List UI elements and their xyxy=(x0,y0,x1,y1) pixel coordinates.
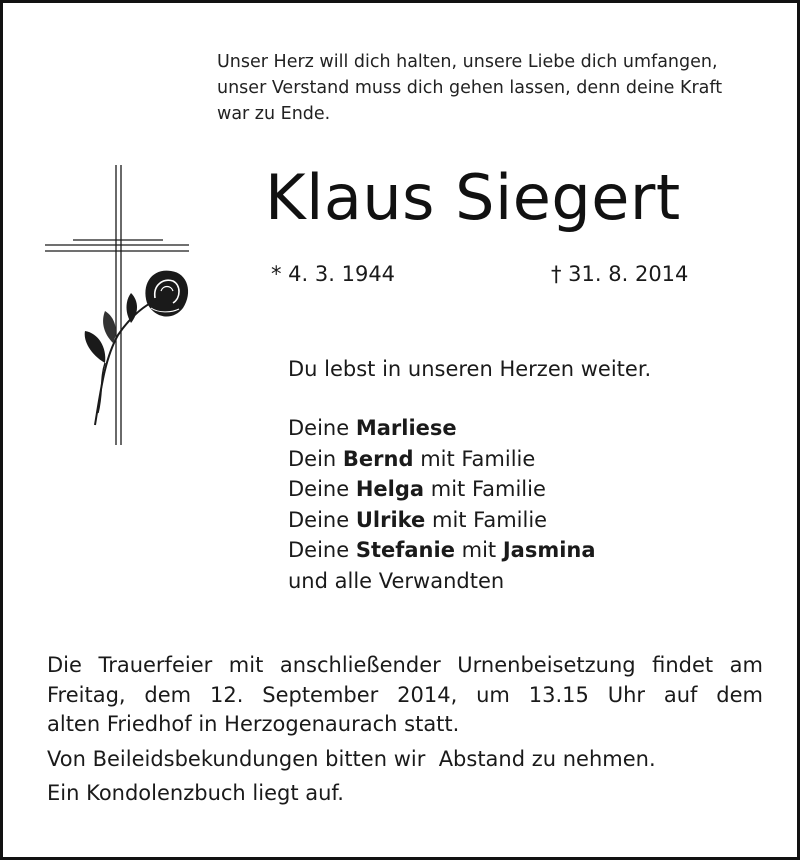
cross-with-rose-icon xyxy=(43,163,193,448)
mourner-line xyxy=(288,566,596,597)
mourner-extra-name: Jasmina xyxy=(502,538,596,562)
mourner-prefix: Dein xyxy=(288,446,337,471)
condolence-note: Von Beileidsbekundungen bitten wir Abstand zu nehmen. xyxy=(47,746,656,771)
poem-line: Unser Herz will dich halten, unsere Liebe dich umfangen, xyxy=(217,52,718,72)
mourner-suffix: mit Familie xyxy=(430,477,546,501)
mourner-line xyxy=(288,444,596,475)
mourner-prefix: Deine xyxy=(288,477,350,501)
poem xyxy=(217,49,777,127)
mourner-suffix: mit Familie xyxy=(431,507,548,532)
mourner-suffix: mit xyxy=(461,538,497,562)
poem-line: unser Verstand muss dich gehen lassen, denn deine Kraft xyxy=(217,78,723,98)
mourner-name: Ulrike xyxy=(355,507,426,532)
mourner-line xyxy=(288,474,596,505)
mourner-prefix: Deine xyxy=(288,416,350,440)
mourner-prefix: Deine xyxy=(288,538,350,562)
deceased-name: Klaus Siegert xyxy=(265,161,681,234)
death-date: † 31. 8. 2014 xyxy=(551,262,689,286)
funeral-info xyxy=(47,651,763,809)
mourner-prefix: Deine xyxy=(288,507,350,532)
mourner-line xyxy=(288,413,596,444)
mourner-line xyxy=(288,505,596,536)
mourner-suffix: mit Familie xyxy=(420,446,536,471)
funeral-line: alten Friedhof in Herzogenaurach statt. xyxy=(47,712,460,736)
mourner-name: Helga xyxy=(355,477,425,501)
mourner-line xyxy=(288,535,596,566)
motto: Du lebst in unseren Herzen weiter. xyxy=(288,357,652,381)
poem-line: war zu Ende. xyxy=(217,104,331,124)
mourners-list xyxy=(288,413,596,596)
birth-date: * 4. 3. 1944 xyxy=(271,262,396,286)
funeral-line: Freitag, dem 12. September 2014, um 13.15 Uhr auf dem xyxy=(47,682,763,707)
mourner-name: Marliese xyxy=(355,416,457,440)
mourner-name: Stefanie xyxy=(355,538,455,562)
mourner-prefix: und alle Verwandten xyxy=(288,568,505,593)
condolence-book-note: Ein Kondolenzbuch liegt auf. xyxy=(47,781,344,805)
mourner-name: Bernd xyxy=(342,446,414,471)
funeral-line: Die Trauerfeier mit anschließender Urnenbeisetzung findet am xyxy=(47,653,763,677)
